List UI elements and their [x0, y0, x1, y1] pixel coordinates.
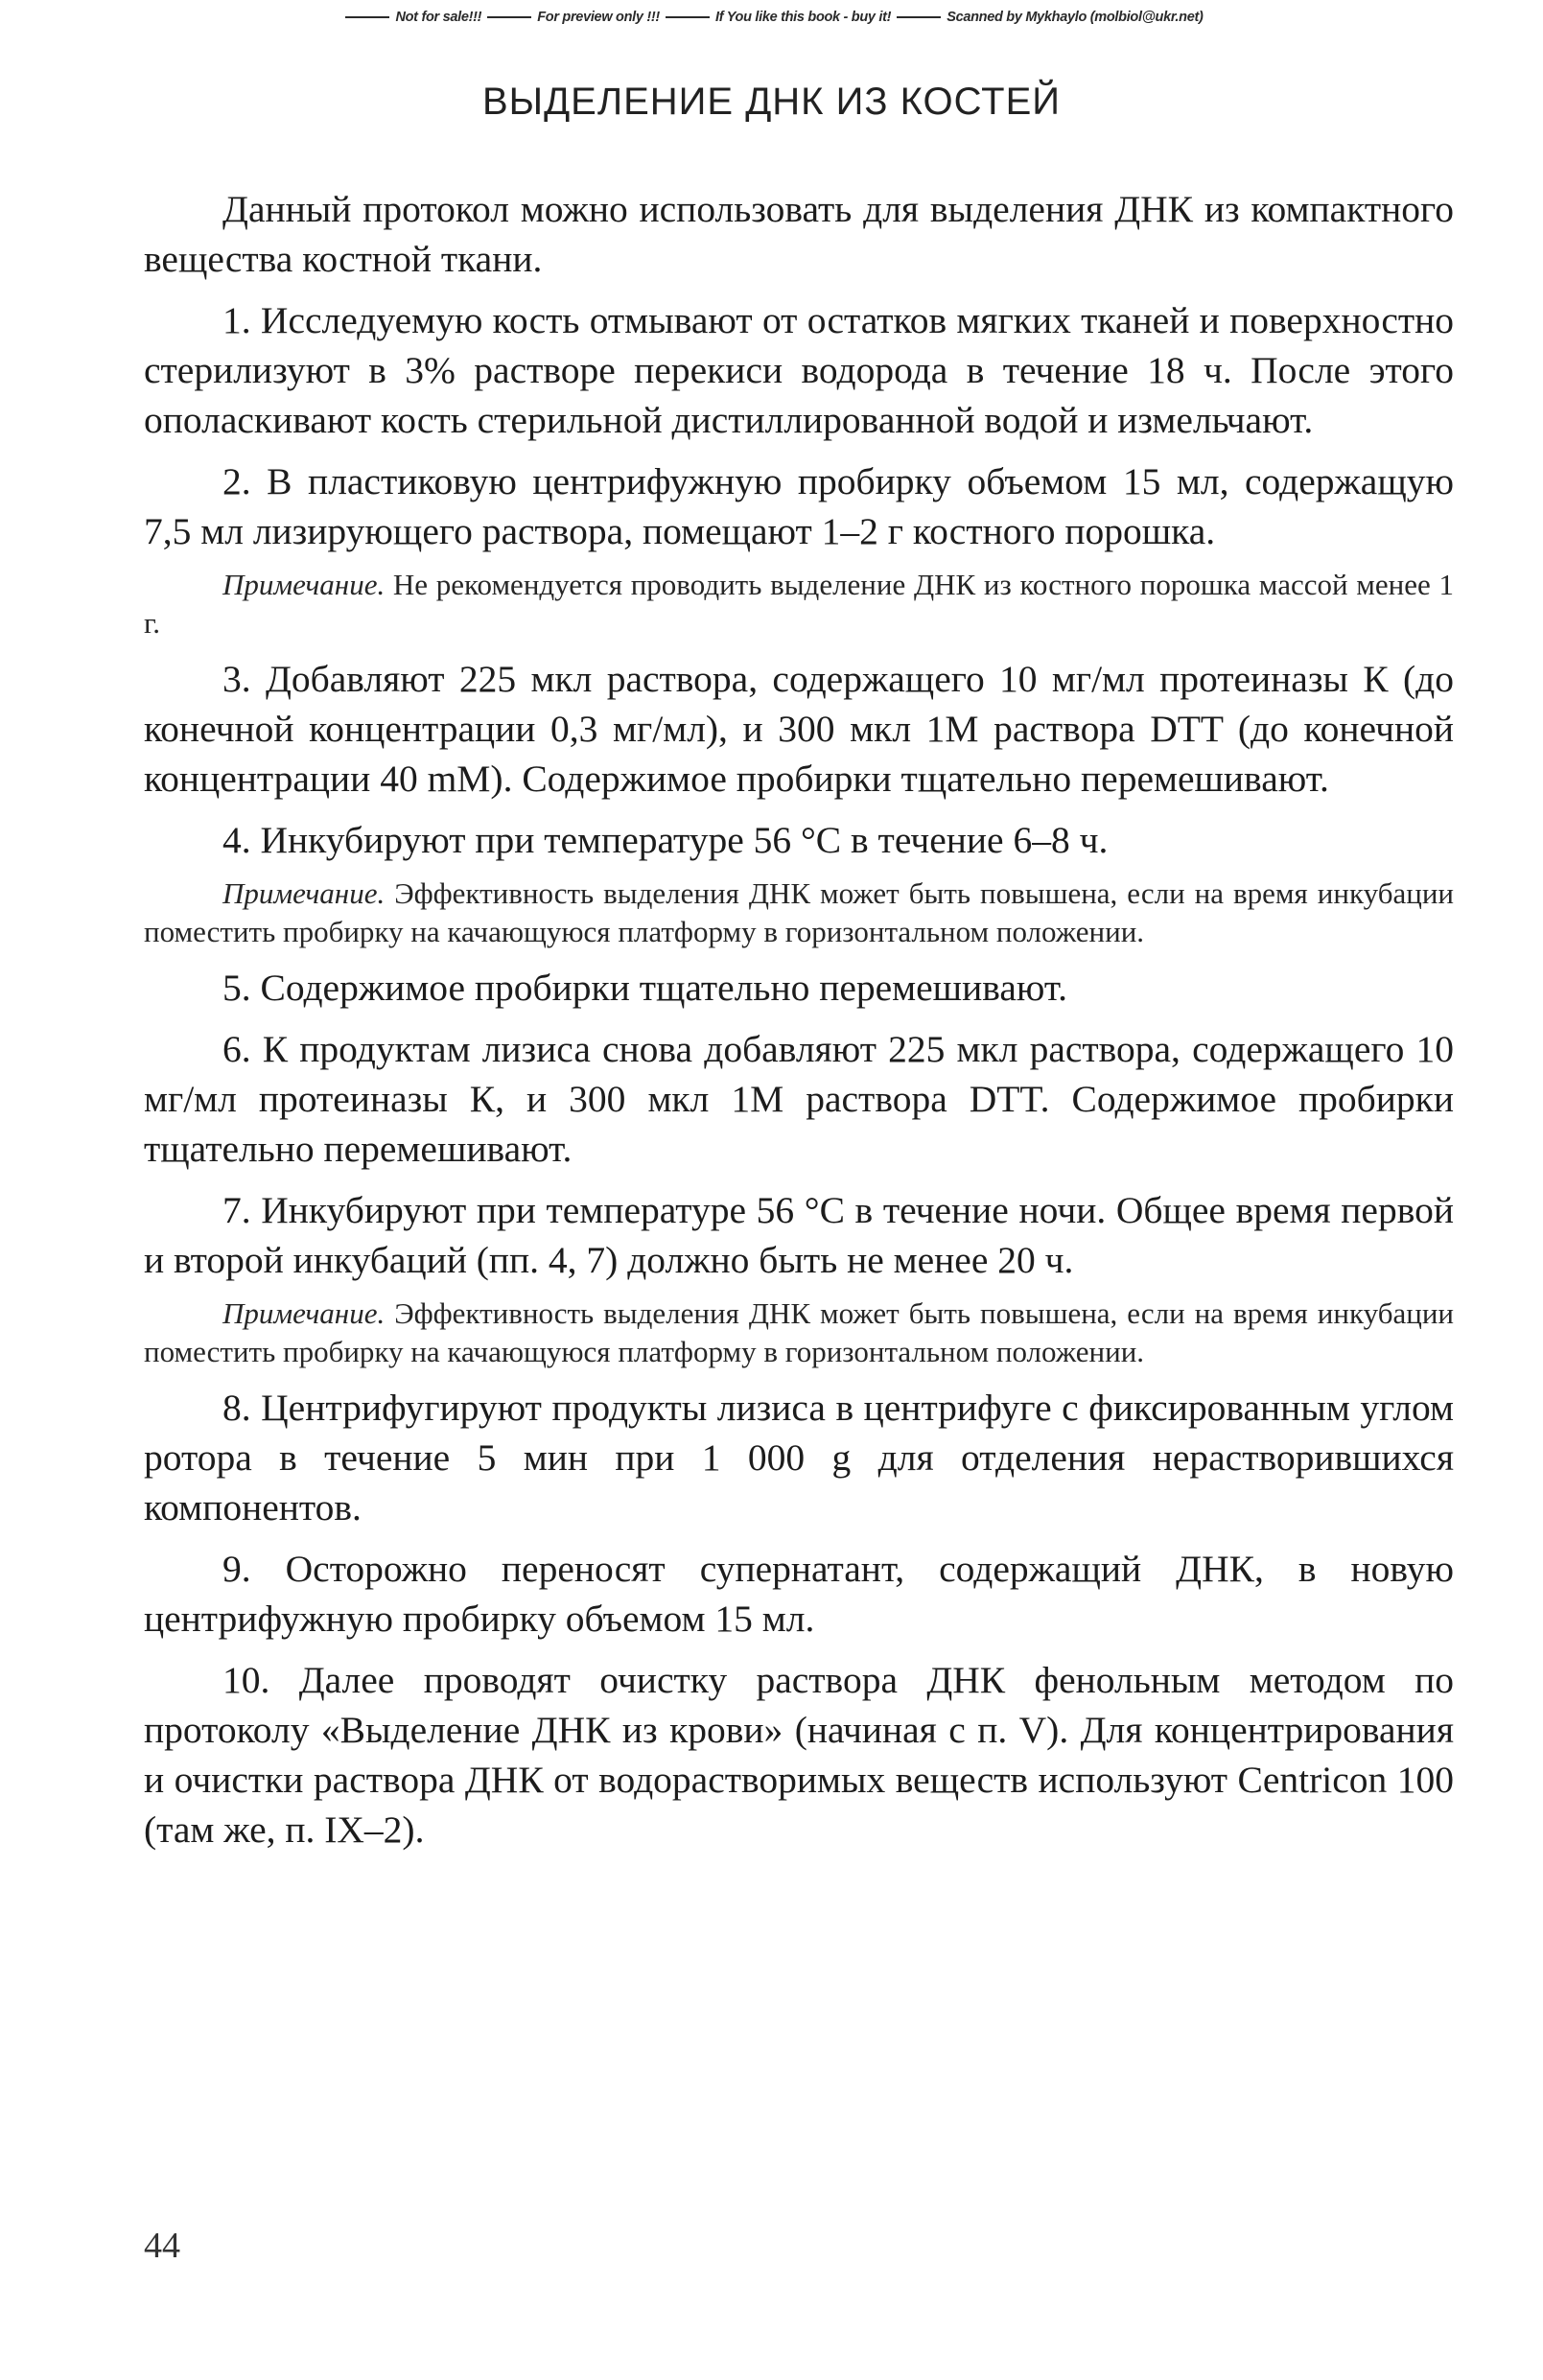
step-8: 8. Центрифугируют продукты лизиса в центрифуге с фиксированным углом ротора в течение 5 мин при 1 000 g для отделения нерастворившихся компонентов. — [144, 1387, 1454, 1528]
step-4: 4. Инкубируют при температуре 56 °С в течение 6–8 ч. — [222, 819, 1109, 861]
watermark-dash — [487, 16, 531, 18]
watermark-text-1: Not for sale!!! — [395, 10, 482, 25]
note-1 — [144, 566, 1454, 642]
note-label: Примечание. — [222, 876, 386, 910]
page-number: 44 — [144, 2226, 180, 2266]
scan-watermark — [0, 10, 1543, 25]
step-2: 2. В пластиковую центрифужную пробирку объемом 15 мл, содержащую 7,5 мл лизирующего раствора, помещают 1–2 г костного порошка. — [144, 460, 1454, 552]
protocol-body — [144, 184, 1454, 1866]
note-3-text: Эффективность выделения ДНК может быть повышена, если на время инкубации поместить пробирку на качающуюся платформу в горизонтальном положении. — [144, 1296, 1454, 1368]
watermark-dash — [345, 16, 389, 18]
step-6: 6. К продуктам лизиса снова добавляют 225 мкл раствора, содержащего 10 мг/мл протеиназы К, и 300 мкл 1М раствора DTT. Содержимое пробирки тщательно перемешивают. — [144, 1028, 1454, 1170]
step-9: 9. Осторожно переносят супернатант, содержащий ДНК, в новую центрифужную пробирку объемом 15 мл. — [144, 1548, 1454, 1640]
note-1-text: Не рекомендуется проводить выделение ДНК из костного порошка массой менее 1 г. — [144, 568, 1454, 640]
watermark-text-4: Scanned by Mykhaylo (molbiol@ukr.net) — [947, 10, 1204, 25]
page-title: ВЫДЕЛЕНИЕ ДНК ИЗ КОСТЕЙ — [481, 81, 1062, 123]
note-3 — [144, 1295, 1454, 1371]
step-5: 5. Содержимое пробирки тщательно перемешивают. — [222, 967, 1068, 1009]
note-2 — [144, 875, 1454, 951]
note-2-text: Эффективность выделения ДНК может быть повышена, если на время инкубации поместить пробирку на качающуюся платформу в горизонтальном положении. — [144, 876, 1454, 948]
note-label: Примечание. — [222, 1296, 386, 1330]
intro-paragraph: Данный протокол можно использовать для выделения ДНК из компактного вещества костной ткани. — [144, 188, 1454, 280]
watermark-text-2: For preview only !!! — [537, 10, 660, 25]
watermark-dash — [897, 16, 941, 18]
step-1: 1. Исследуемую кость отмывают от остатков мягких тканей и поверхностно стерилизуют в 3% растворе перекиси водорода в течение 18 ч. После этого ополаскивают кость стерильной дистиллированной водой и измельчают. — [144, 299, 1454, 441]
step-7: 7. Инкубируют при температуре 56 °С в течение ночи. Общее время первой и второй инкубаций (пп. 4, 7) должно быть не менее 20 ч. — [144, 1189, 1454, 1281]
step-10: 10. Далее проводят очистку раствора ДНК фенольным методом по протоколу «Выделение ДНК из крови» (начиная с п. V). Для концентрирования и очистки раствора ДНК от водорастворимых веществ используют Centricon 100 (там же, п. IX–2). — [144, 1659, 1454, 1851]
watermark-dash — [666, 16, 710, 18]
step-3: 3. Добавляют 225 мкл раствора, содержащего 10 мг/мл протеиназы К (до конечной концентрации 0,3 мг/мл), и 300 мкл 1М раствора DTT (до конечной концентрации 40 mM). Содержимое пробирки тщательно перемешивают. — [144, 658, 1454, 800]
note-label: Примечание. — [222, 568, 386, 601]
watermark-text-3: If You like this book - buy it! — [714, 10, 892, 25]
